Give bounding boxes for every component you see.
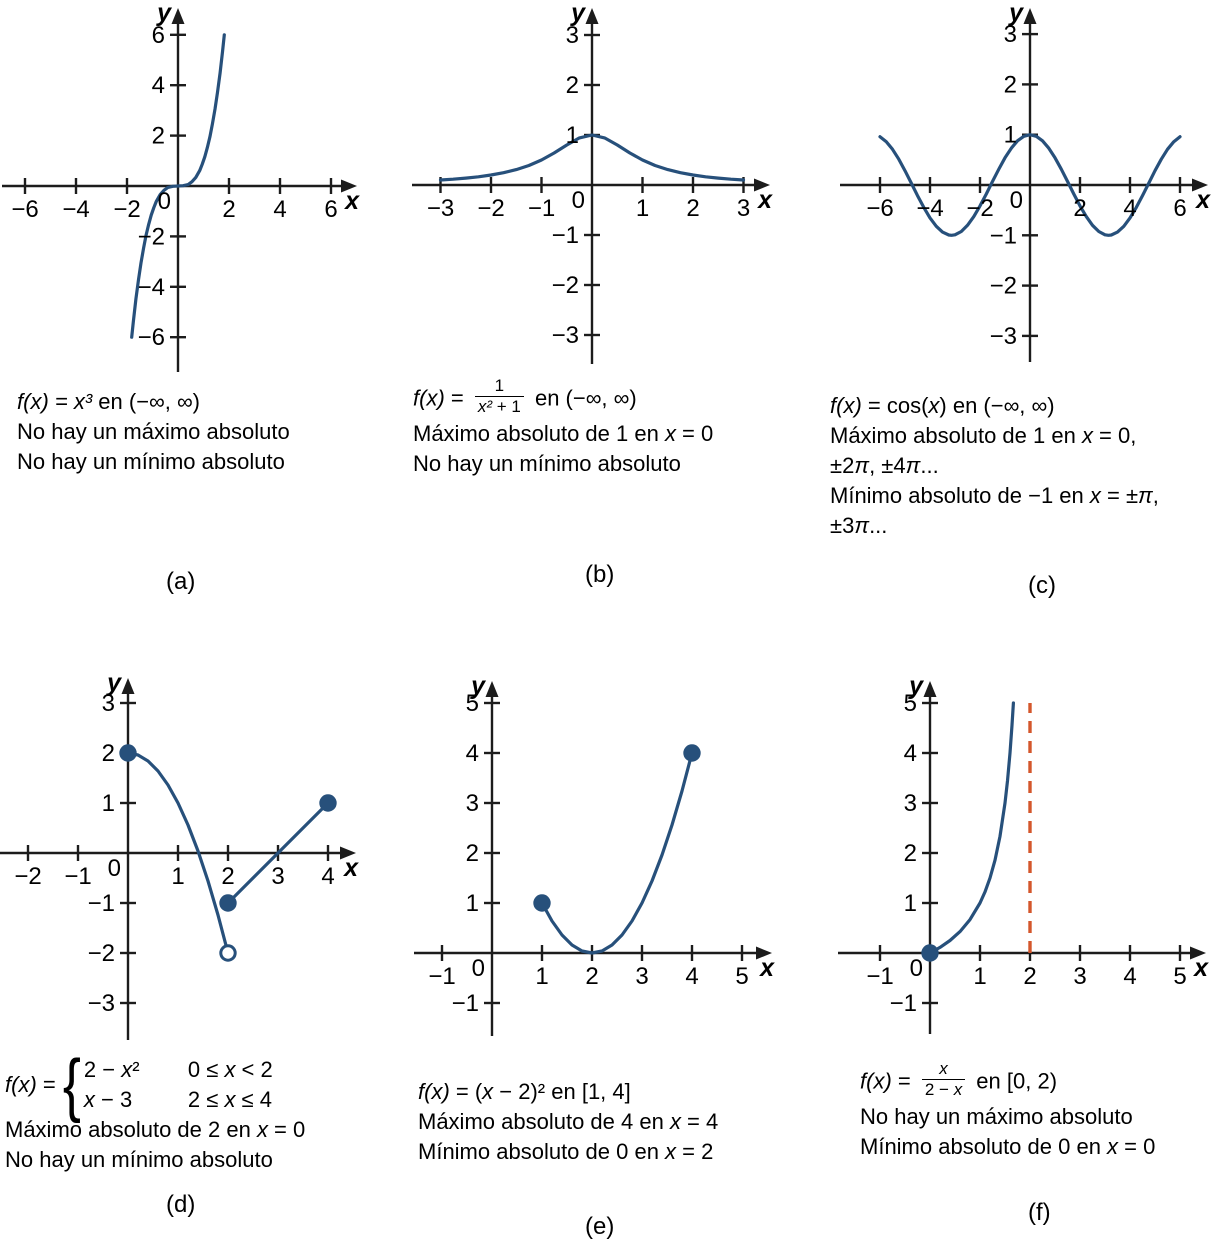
svg-text:2: 2 bbox=[151, 122, 165, 150]
origin-label: 0 bbox=[107, 855, 121, 882]
text-segment: No hay un mínimo absoluto bbox=[17, 449, 285, 474]
text-segment: Máximo absoluto de 1 en bbox=[413, 421, 665, 446]
svg-text:4: 4 bbox=[465, 740, 479, 767]
text-segment: f(x) bbox=[413, 385, 445, 411]
axis-labels bbox=[866, 0, 1211, 350]
svg-text:1: 1 bbox=[1003, 121, 1017, 149]
panel-a bbox=[0, 0, 400, 608]
graph-e bbox=[400, 656, 810, 1051]
y-axis-arrow-icon bbox=[122, 678, 135, 694]
text-segment: − 2)² en [1, 4] bbox=[493, 1079, 631, 1104]
svg-text:−2: −2 bbox=[137, 223, 165, 251]
point-filled bbox=[685, 746, 699, 760]
text-segment: = 4 bbox=[680, 1109, 719, 1134]
svg-text:3: 3 bbox=[635, 963, 649, 990]
text-segment: x bbox=[83, 1087, 95, 1112]
caption-d bbox=[0, 1046, 400, 1183]
text-segment: x bbox=[665, 1139, 677, 1164]
text-segment: + 1 bbox=[492, 397, 521, 416]
svg-text:4: 4 bbox=[321, 863, 335, 890]
y-axis-arrow-icon bbox=[924, 681, 937, 697]
panel-label-a: (a) bbox=[166, 568, 196, 595]
text-segment: f(x) = x³ bbox=[17, 389, 93, 414]
text-segment: ±2 bbox=[830, 453, 855, 478]
piecewise-condition bbox=[188, 1055, 273, 1085]
svg-text:2: 2 bbox=[686, 195, 700, 222]
text-segment: Máximo absoluto de 1 en bbox=[830, 423, 1082, 448]
caption-e bbox=[400, 1051, 810, 1205]
svg-text:−6: −6 bbox=[866, 195, 894, 222]
text-segment: x bbox=[121, 1057, 133, 1082]
origin-label: 0 bbox=[157, 188, 171, 215]
y-axis-label: y bbox=[1009, 0, 1023, 27]
point-filled bbox=[923, 946, 937, 960]
y-axis-label: y bbox=[107, 669, 121, 697]
text-segment: x bbox=[1089, 483, 1101, 508]
svg-text:2: 2 bbox=[221, 863, 235, 890]
panel-label-e: (e) bbox=[585, 1213, 615, 1240]
svg-text:4: 4 bbox=[151, 72, 165, 100]
caption-line bbox=[830, 391, 1222, 421]
text-segment: f(x) bbox=[5, 1072, 37, 1097]
svg-text:1: 1 bbox=[635, 195, 650, 222]
caption-line bbox=[17, 447, 400, 477]
text-segment: No hay un máximo absoluto bbox=[17, 419, 290, 444]
text-segment: < 2 bbox=[235, 1057, 273, 1082]
svg-text:6: 6 bbox=[151, 21, 165, 49]
svg-text:3: 3 bbox=[903, 790, 917, 817]
origin-label: 0 bbox=[1009, 187, 1023, 214]
svg-text:4: 4 bbox=[903, 740, 917, 767]
svg-text:1: 1 bbox=[465, 890, 479, 917]
caption-line bbox=[17, 387, 400, 417]
svg-text:2: 2 bbox=[101, 740, 115, 767]
svg-text:−1: −1 bbox=[64, 863, 92, 890]
svg-text:3: 3 bbox=[1073, 963, 1087, 990]
caption-line bbox=[418, 1077, 810, 1107]
caption-a bbox=[0, 375, 400, 562]
svg-text:−1: −1 bbox=[866, 963, 894, 990]
text-segment: , bbox=[1152, 483, 1159, 508]
svg-text:−2: −2 bbox=[551, 272, 579, 299]
caption-line bbox=[830, 421, 1222, 451]
x-axis-label: x bbox=[344, 854, 358, 882]
point-open bbox=[221, 946, 235, 960]
text-segment: Mínimo absoluto de −1 en bbox=[830, 483, 1090, 508]
text-segment: x bbox=[224, 1087, 236, 1112]
svg-text:2: 2 bbox=[465, 840, 479, 867]
svg-text:−2: −2 bbox=[14, 863, 42, 890]
text-segment: Máximo absoluto de 4 en bbox=[418, 1109, 670, 1134]
text-segment: = ( bbox=[449, 1079, 483, 1104]
svg-text:−1: −1 bbox=[551, 222, 579, 249]
svg-text:1: 1 bbox=[101, 790, 115, 817]
y-axis-label: y bbox=[909, 672, 923, 700]
curve-f-0 bbox=[930, 703, 1013, 953]
svg-text:1: 1 bbox=[535, 963, 549, 990]
text-segment: x bbox=[1107, 1134, 1119, 1159]
caption-line bbox=[418, 1137, 810, 1167]
text-segment: = bbox=[444, 385, 470, 411]
svg-text:−4: −4 bbox=[916, 195, 944, 222]
text-segment: f(x) bbox=[418, 1079, 450, 1104]
svg-text:−3: −3 bbox=[426, 195, 455, 222]
caption-line bbox=[860, 1059, 1222, 1102]
text-segment: f(x) bbox=[830, 393, 862, 418]
text-segment: = bbox=[36, 1072, 62, 1097]
point-filled bbox=[221, 896, 235, 910]
caption-line bbox=[418, 1107, 810, 1137]
y-axis-label: y bbox=[571, 0, 585, 27]
svg-text:3: 3 bbox=[1003, 21, 1017, 49]
svg-text:2: 2 bbox=[1023, 963, 1037, 990]
svg-text:−1: −1 bbox=[889, 990, 917, 1017]
svg-text:−6: −6 bbox=[11, 196, 39, 223]
text-segment: No hay un mínimo absoluto bbox=[413, 451, 681, 476]
text-segment: x bbox=[669, 1109, 681, 1134]
caption-line bbox=[830, 481, 1222, 511]
svg-text:2: 2 bbox=[1073, 195, 1087, 222]
svg-text:3: 3 bbox=[736, 195, 751, 222]
svg-text:1: 1 bbox=[903, 890, 917, 917]
y-axis-arrow-icon bbox=[486, 681, 499, 697]
svg-text:4: 4 bbox=[273, 196, 287, 223]
svg-text:−2: −2 bbox=[87, 940, 115, 967]
panel-label-f: (f) bbox=[1028, 1199, 1051, 1226]
text-segment: 0 ≤ bbox=[187, 1057, 225, 1082]
caption-b bbox=[400, 375, 810, 555]
text-segment: ... bbox=[869, 513, 888, 538]
svg-text:−1: −1 bbox=[428, 963, 456, 990]
svg-text:1: 1 bbox=[565, 122, 579, 149]
text-segment: π bbox=[1138, 483, 1153, 508]
text-segment: 2 − bbox=[83, 1057, 122, 1082]
x-axis-label: x bbox=[760, 954, 774, 982]
caption-line bbox=[413, 376, 810, 419]
svg-text:−1: −1 bbox=[527, 195, 556, 222]
text-segment: ±3 bbox=[830, 513, 855, 538]
caption-f bbox=[810, 1051, 1222, 1191]
axis-labels bbox=[428, 672, 775, 1017]
text-segment: = 0 bbox=[267, 1117, 306, 1142]
text-segment: = ± bbox=[1100, 483, 1139, 508]
text-segment: No hay un mínimo absoluto bbox=[5, 1147, 273, 1172]
text-segment: x bbox=[1081, 423, 1093, 448]
piecewise-branch bbox=[84, 1055, 188, 1085]
panel-label-b: (b) bbox=[585, 561, 615, 588]
fraction bbox=[475, 377, 524, 416]
point-filled bbox=[321, 796, 335, 810]
x-axis-label: x bbox=[345, 187, 359, 215]
svg-text:5: 5 bbox=[465, 690, 479, 717]
caption-line bbox=[860, 1132, 1222, 1162]
text-segment: ) en (−∞, ∞) bbox=[939, 393, 1055, 418]
origin-label: 0 bbox=[571, 187, 585, 214]
svg-text:−4: −4 bbox=[62, 196, 90, 223]
text-segment: f(x) bbox=[860, 1068, 892, 1094]
text-segment: = 0, bbox=[1092, 423, 1137, 448]
origin-label: 0 bbox=[471, 955, 485, 982]
text-segment: x bbox=[664, 421, 676, 446]
text-segment: Máximo absoluto de 2 en bbox=[5, 1117, 257, 1142]
axis-labels bbox=[14, 669, 359, 1017]
panel-b bbox=[400, 0, 810, 608]
svg-text:3: 3 bbox=[101, 690, 115, 717]
svg-text:2: 2 bbox=[585, 963, 599, 990]
svg-text:2: 2 bbox=[1003, 71, 1017, 99]
text-segment: = bbox=[891, 1068, 917, 1094]
svg-text:2: 2 bbox=[222, 196, 236, 223]
piecewise-branch bbox=[84, 1085, 188, 1115]
svg-text:−3: −3 bbox=[989, 322, 1017, 350]
x-axis-label: x bbox=[1196, 186, 1210, 214]
text-segment: , ±4 bbox=[869, 453, 906, 478]
svg-text:4: 4 bbox=[1123, 963, 1137, 990]
panel-label-d: (d) bbox=[166, 1191, 196, 1218]
axes bbox=[840, 8, 1208, 362]
text-segment: x bbox=[256, 1117, 268, 1142]
axes bbox=[412, 8, 770, 364]
text-segment: Mínimo absoluto de 0 en bbox=[418, 1139, 666, 1164]
svg-text:−1: −1 bbox=[451, 990, 479, 1017]
x-axis-label: x bbox=[1194, 954, 1208, 982]
origin-label: 0 bbox=[909, 955, 923, 982]
caption-c bbox=[810, 375, 1222, 566]
caption-line bbox=[860, 1102, 1222, 1132]
text-segment: Mínimo absoluto de 0 en bbox=[860, 1134, 1108, 1159]
y-axis-label: y bbox=[471, 672, 485, 700]
text-segment: = 2 bbox=[676, 1139, 714, 1164]
text-segment: = cos( bbox=[861, 393, 929, 418]
svg-text:−3: −3 bbox=[551, 322, 579, 349]
text-segment: x² bbox=[477, 397, 493, 416]
svg-text:−2: −2 bbox=[113, 196, 141, 223]
caption-line bbox=[413, 449, 810, 479]
text-segment: x bbox=[928, 393, 940, 418]
point-filled bbox=[535, 896, 549, 910]
brace: { bbox=[62, 1046, 81, 1124]
caption-line bbox=[5, 1145, 400, 1175]
svg-text:3: 3 bbox=[271, 863, 285, 890]
text-segment: π bbox=[854, 453, 870, 478]
text-segment: π bbox=[854, 513, 870, 538]
text-segment: x bbox=[224, 1057, 236, 1082]
text-segment: = 0 bbox=[675, 421, 714, 446]
piecewise-formula bbox=[5, 1046, 400, 1124]
panel-e bbox=[400, 656, 810, 1243]
y-axis-arrow-icon bbox=[172, 8, 185, 24]
piecewise-condition bbox=[188, 1085, 273, 1115]
text-segment: en (−∞, ∞) bbox=[528, 385, 637, 411]
text-segment: No hay un máximo absoluto bbox=[860, 1104, 1133, 1129]
svg-text:1: 1 bbox=[973, 963, 987, 990]
svg-text:−6: −6 bbox=[137, 324, 165, 352]
caption-line bbox=[413, 419, 810, 449]
axes bbox=[2, 8, 357, 372]
graph-a bbox=[0, 0, 400, 375]
svg-text:1: 1 bbox=[171, 863, 185, 890]
svg-text:4: 4 bbox=[685, 963, 699, 990]
svg-text:6: 6 bbox=[1173, 195, 1187, 222]
svg-text:4: 4 bbox=[1123, 195, 1137, 222]
y-axis-arrow-icon bbox=[1024, 8, 1037, 24]
panel-label-c: (c) bbox=[1028, 572, 1056, 599]
svg-text:6: 6 bbox=[324, 196, 338, 223]
axis-labels bbox=[11, 0, 360, 351]
text-segment: 2 ≤ bbox=[187, 1087, 225, 1112]
y-axis-arrow-icon bbox=[586, 8, 599, 24]
text-segment: en [0, 2) bbox=[970, 1068, 1058, 1094]
svg-text:−4: −4 bbox=[137, 273, 165, 301]
svg-text:3: 3 bbox=[465, 790, 479, 817]
svg-text:3: 3 bbox=[565, 22, 579, 49]
text-segment: ² bbox=[132, 1057, 140, 1082]
svg-text:2: 2 bbox=[565, 72, 579, 99]
svg-text:2: 2 bbox=[903, 840, 917, 867]
caption-line bbox=[830, 511, 1222, 541]
y-axis-label: y bbox=[157, 0, 171, 27]
caption-line bbox=[17, 417, 400, 447]
point-filled bbox=[121, 746, 135, 760]
svg-text:5: 5 bbox=[1173, 963, 1187, 990]
svg-text:−1: −1 bbox=[989, 222, 1017, 250]
text-segment: π bbox=[905, 453, 921, 478]
fraction bbox=[922, 1060, 965, 1099]
svg-text:−3: −3 bbox=[87, 990, 115, 1017]
x-axis-label: x bbox=[758, 186, 772, 214]
text-segment: ... bbox=[920, 453, 939, 478]
graph-b bbox=[400, 0, 810, 375]
graph-c bbox=[810, 0, 1222, 375]
svg-text:−2: −2 bbox=[966, 195, 994, 222]
axis-labels bbox=[866, 672, 1209, 1017]
text-segment: 1 bbox=[494, 376, 505, 395]
curve-e-0 bbox=[542, 753, 692, 953]
text-segment: 2 − bbox=[924, 1080, 954, 1099]
graph-f bbox=[810, 656, 1222, 1051]
text-segment: − 3 bbox=[94, 1087, 133, 1112]
axis-labels bbox=[427, 0, 773, 349]
text-segment: x bbox=[953, 1080, 963, 1099]
svg-text:5: 5 bbox=[903, 690, 917, 717]
text-segment: en (−∞, ∞) bbox=[92, 389, 200, 414]
svg-text:−1: −1 bbox=[87, 890, 115, 917]
text-segment: x bbox=[482, 1079, 494, 1104]
panel-f bbox=[810, 656, 1222, 1243]
graph-d bbox=[0, 656, 400, 1051]
svg-text:5: 5 bbox=[735, 963, 749, 990]
panel-d bbox=[0, 656, 400, 1243]
text-segment: ≤ 4 bbox=[235, 1087, 272, 1112]
panel-c bbox=[810, 0, 1222, 608]
caption-line bbox=[830, 451, 1222, 481]
axes bbox=[0, 678, 356, 1040]
svg-text:−2: −2 bbox=[477, 195, 505, 222]
text-segment: = 0 bbox=[1118, 1134, 1156, 1159]
svg-text:−2: −2 bbox=[989, 272, 1017, 300]
text-segment: x bbox=[939, 1059, 948, 1078]
